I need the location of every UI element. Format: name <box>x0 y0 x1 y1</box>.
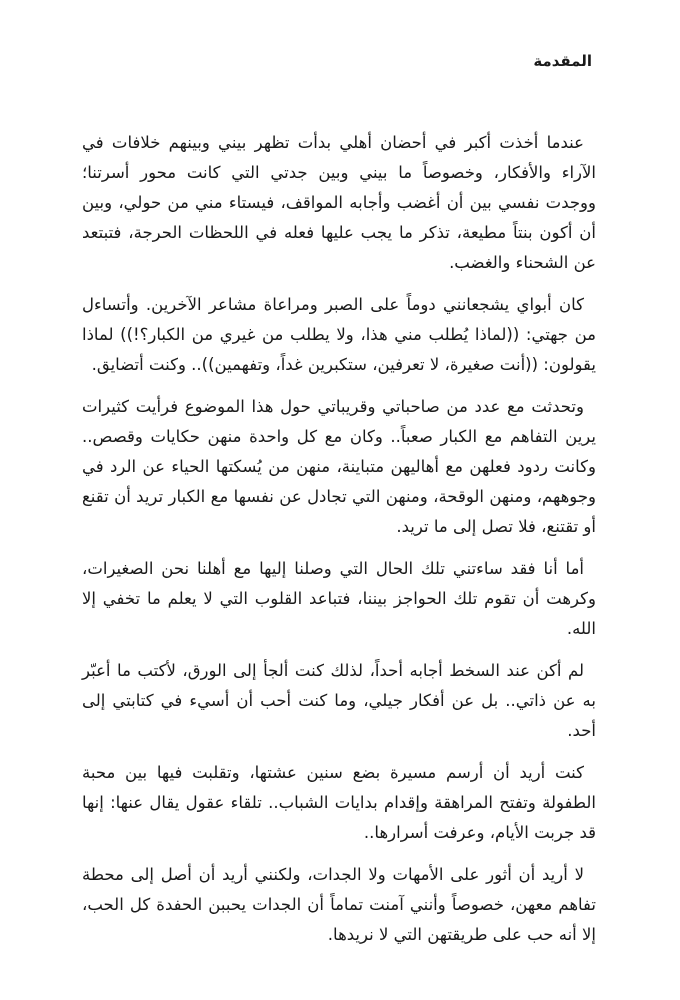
page-title: المقدمة <box>533 52 592 70</box>
paragraph: أما أنا فقد ساءتني تلك الحال التي وصلنا إليها مع أهلنا نحن الصغيرات، وكرهت أن تقوم تلك الحواجز بيننا، فتباعد القلوب التي لا يعلم ما تخفي إلا الله. <box>82 559 596 638</box>
document-body <box>82 128 596 962</box>
paragraph: كان أبواي يشجعانني دوماً على الصبر ومراعاة مشاعر الآخرين. وأتساءل من جهتي: ((لماذا يُطلب مني هذا، ولا يطلب من غيري من الكبار؟!)) لماذا يقولون: ((أنت صغيرة، لا تعرفين، ستكبرين غداً، وتفهمين)).. وكنت أتضايق. <box>82 295 596 374</box>
paragraph: كنت أريد أن أرسم مسيرة بضع سنين عشتها، وتقلبت فيها بين محبة الطفولة وتفتح المراهقة وإقدام بدايات الشباب.. تلقاء عقول يقال عنها: إنها قد جربت الأيام، وعرفت أسرارها.. <box>82 763 596 842</box>
paragraph: لم أكن عند السخط أجابه أحداً، لذلك كنت ألجأ إلى الورق، لأكتب ما أعبّر به عن ذاتي.. بل عن أفكار جيلي، وما كنت أحب أن أسيء في كتابتي إلى أحد. <box>82 661 596 740</box>
paragraph: لا أريد أن أثور على الأمهات ولا الجدات، ولكنني أريد أن أصل إلى محطة تفاهم معهن، خصوصاً وأنني آمنت تماماً أن الجدات يحببن الحفدة كل الحب، إلا أنه حب على طريقتهن التي لا نريدها. <box>82 865 596 944</box>
paragraph: وتحدثت مع عدد من صاحباتي وقريباتي حول هذا الموضوع فرأيت كثيرات يرين التفاهم مع الكبار صعباً.. وكان مع كل واحدة منهن حكايات وقصص.. وكانت ردود فعلهن مع أهاليهن متباينة، منهن من يُسكتها الحياء عن الرد في وجوههم، ومنهن الوقحة، ومنهن التي تجادل عن نفسها مع الكبار تريد أن تقنع أو تقتنع، فلا تصل إلى ما تريد. <box>82 397 596 536</box>
paragraph: عندما أخذت أكبر في أحضان أهلي بدأت تظهر بيني وبينهم خلافات في الآراء والأفكار، وخصوصاً ما بيني وبين جدتي التي كانت محور أسرتنا؛ ووجدت نفسي بين أن أغضب وأجابه المواقف، فيستاء مني من حولي، وبين أن أكون بنتاً مطيعة، تذكر ما يجب عليها فعله في اللحظات الحرجة، فتبتعد عن الشحناء والغضب. <box>82 133 596 272</box>
